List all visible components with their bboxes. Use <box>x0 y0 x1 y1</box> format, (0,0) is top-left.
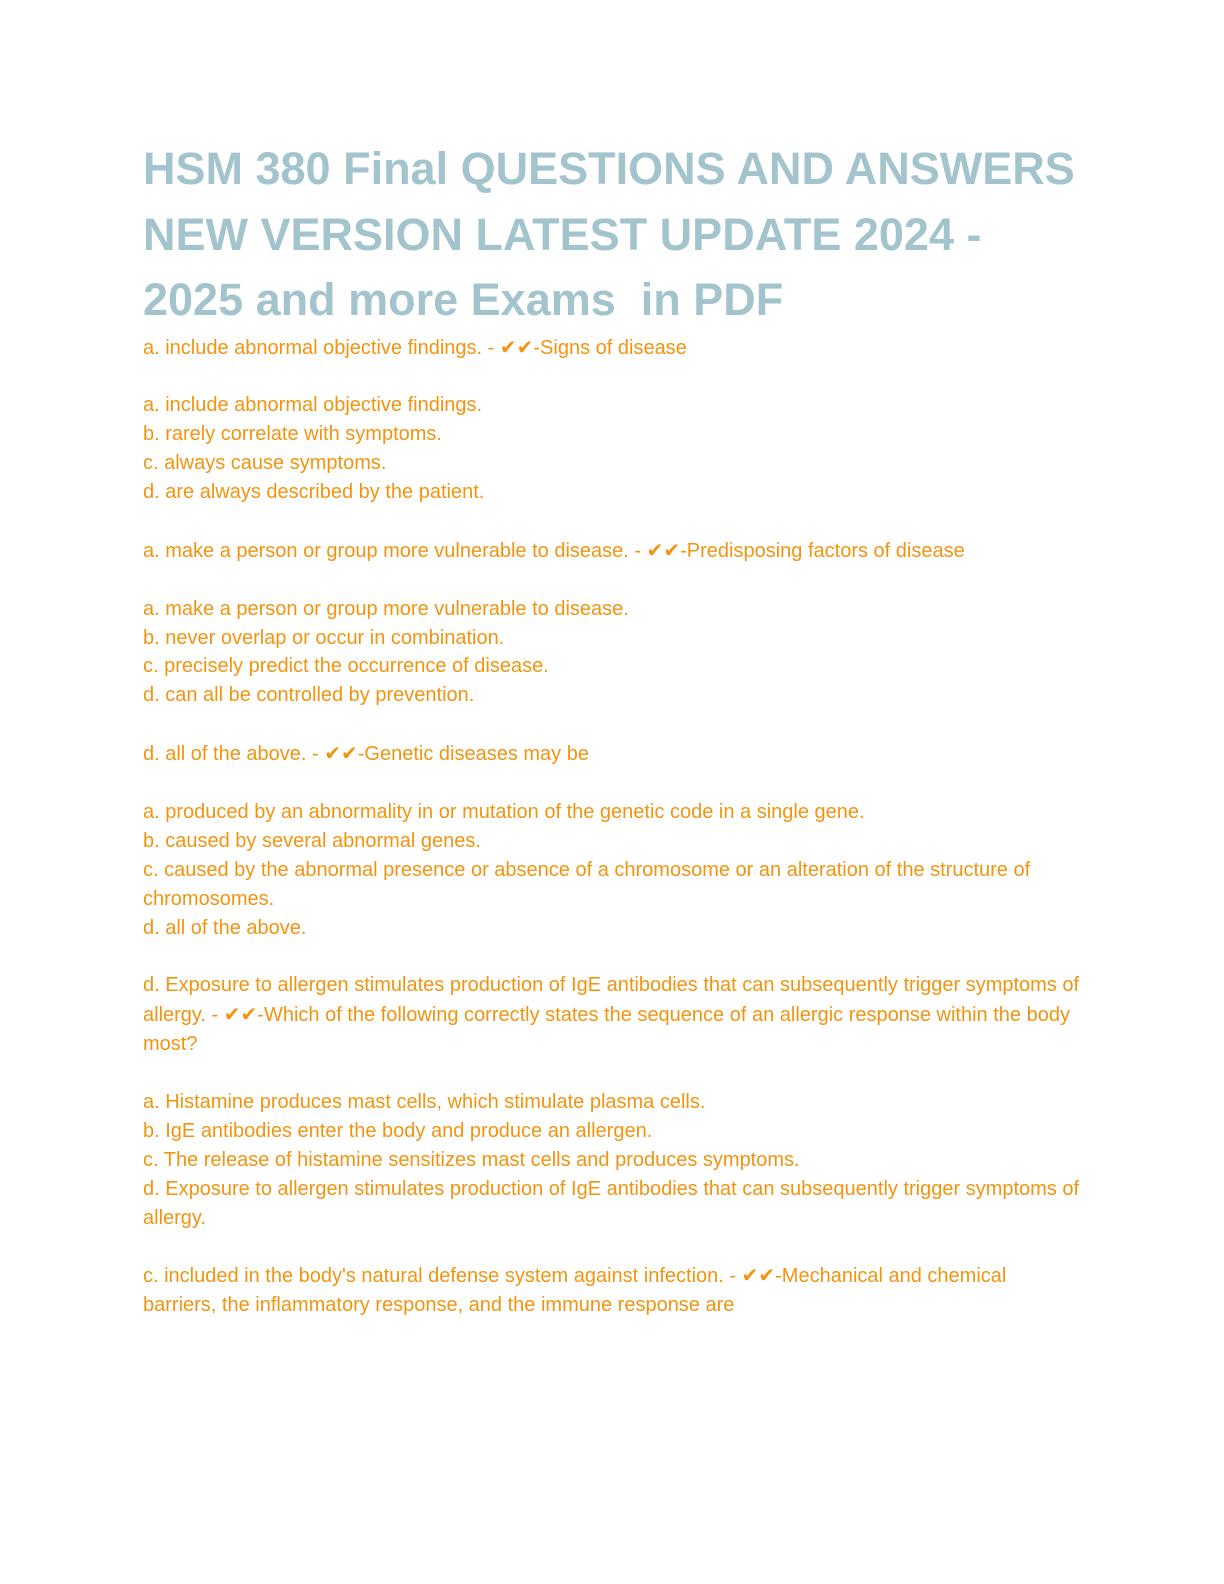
option-item: d. can all be controlled by prevention. <box>143 684 475 707</box>
qa-heading <box>143 536 1083 566</box>
check-marks-icon: ✔✔ <box>324 741 358 766</box>
option-item: a. produced by an abnormality in or mutation of the genetic code in a single gene. <box>143 800 865 823</box>
qa-heading <box>143 333 1083 363</box>
option-item: b. IgE antibodies enter the body and produce an allergen. <box>143 1119 653 1142</box>
answer-text: a. make a person or group more vulnerable to disease. - <box>143 539 647 562</box>
option-item: d. Exposure to allergen stimulates production of IgE antibodies that can subsequently trigger symptoms of allergy. <box>143 1177 1085 1229</box>
option-item: c. always cause symptoms. <box>143 452 387 475</box>
qa-block <box>143 1261 1083 1320</box>
question-text: -Signs of disease <box>533 336 687 359</box>
answer-text: d. all of the above. - <box>143 743 325 766</box>
qa-heading <box>143 1261 1083 1320</box>
check-marks-icon: ✔✔ <box>499 334 534 359</box>
option-item: a. include abnormal objective findings. <box>143 394 483 417</box>
document-title: HSM 380 Final QUESTIONS AND ANSWERS NEW VERSION LATEST UPDATE 2024 - 2025 and more Exams in PDF <box>143 143 1088 325</box>
check-marks-icon: ✔✔ <box>741 1263 776 1288</box>
option-item: d. are always described by the patient. <box>143 481 485 504</box>
check-marks-icon: ✔✔ <box>646 537 681 562</box>
document-page <box>143 136 1088 1320</box>
question-text: -Predisposing factors of disease <box>680 539 965 562</box>
option-item: b. caused by several abnormal genes. <box>143 829 481 852</box>
answer-text: c. included in the body's natural defense system against infection. - <box>143 1265 742 1288</box>
answer-text: d. Exposure to allergen stimulates production of IgE antibodies that can subsequently trigger symptoms of allergy. - <box>143 974 1085 1027</box>
option-item: d. all of the above. <box>143 916 307 939</box>
option-item: a. Histamine produces mast cells, which stimulate plasma cells. <box>143 1090 706 1113</box>
check-marks-icon: ✔✔ <box>223 1002 258 1027</box>
qa-block <box>143 971 1083 1232</box>
answer-text: a. include abnormal objective findings. - <box>143 336 500 359</box>
qa-block <box>143 536 1083 710</box>
qa-heading <box>143 971 1083 1059</box>
option-item: c. caused by the abnormal presence or absence of a chromosome or an alteration of the structure of chromosomes. <box>143 858 1036 910</box>
question-text: -Mechanical and chemical barriers, the inflammatory response, and the immune response are <box>143 1265 1012 1317</box>
option-item: a. make a person or group more vulnerable to disease. <box>143 597 629 620</box>
option-item: c. The release of histamine sensitizes mast cells and produces symptoms. <box>143 1148 800 1171</box>
option-item: c. precisely predict the occurrence of disease. <box>143 655 549 678</box>
question-text: -Genetic diseases may be <box>357 743 589 766</box>
document-body <box>143 333 1083 1321</box>
qa-block <box>143 333 1083 507</box>
option-item: b. rarely correlate with symptoms. <box>143 423 442 446</box>
question-text: -Which of the following correctly states the sequence of an allergic response within the body most? <box>143 1004 1076 1056</box>
qa-block <box>143 739 1083 942</box>
qa-heading <box>143 739 1083 769</box>
option-item: b. never overlap or occur in combination. <box>143 626 505 649</box>
